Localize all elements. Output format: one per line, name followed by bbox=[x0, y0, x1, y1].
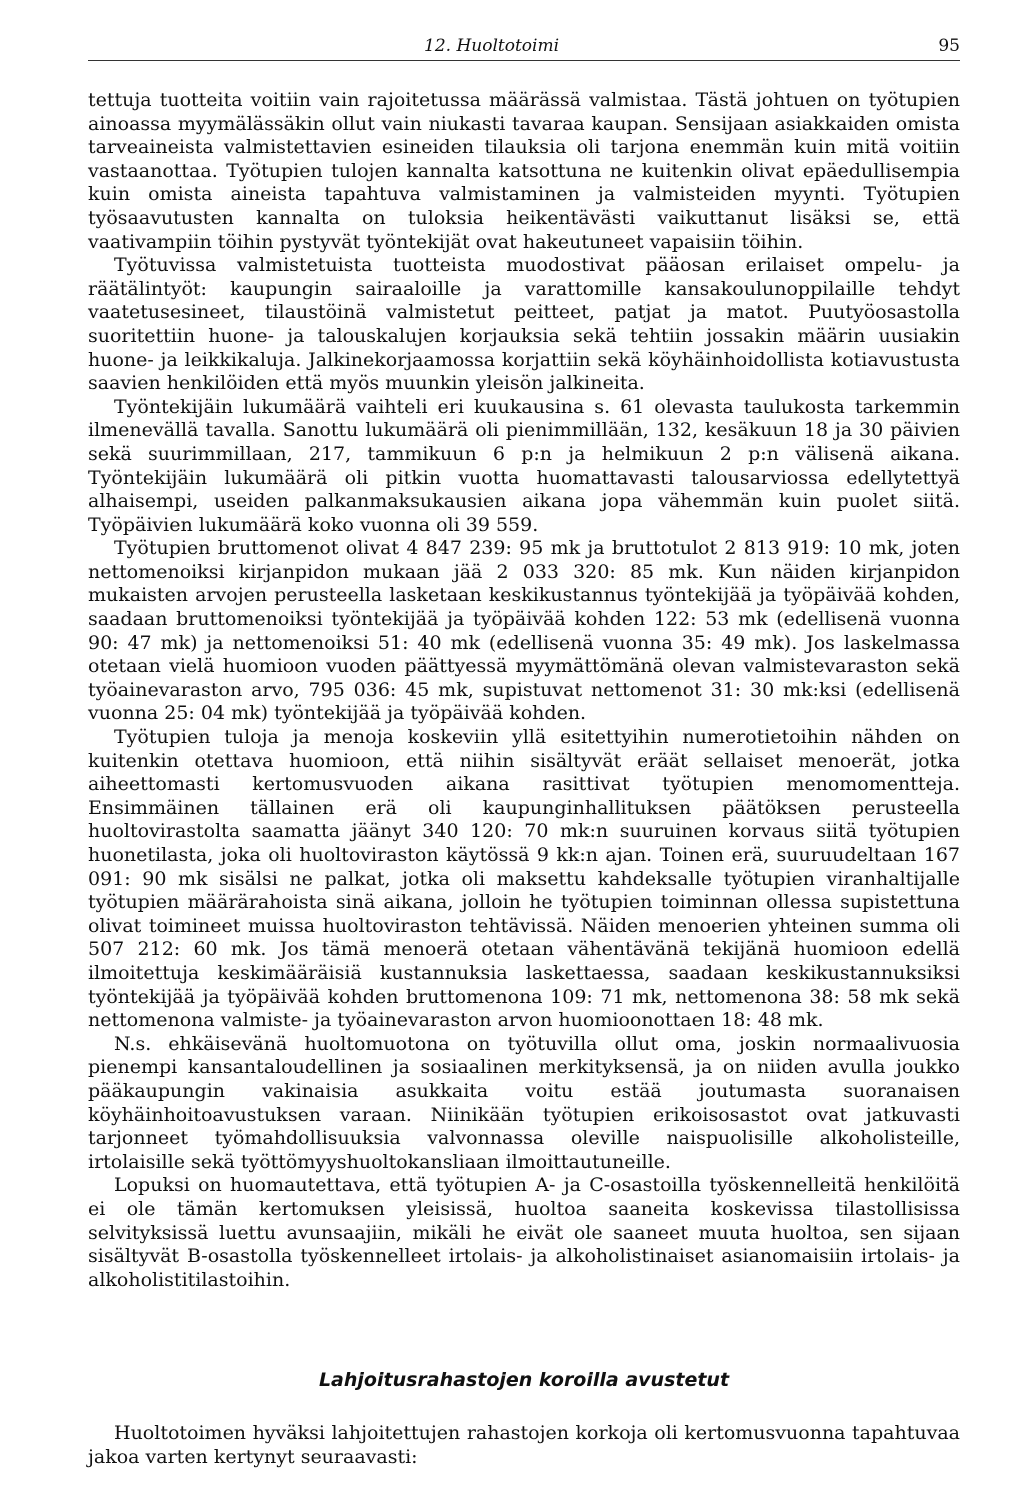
document-page bbox=[88, 30, 960, 1469]
paragraph: Työtupien tuloja ja menoja koskeviin yllä esitettyihin numerotietoihin nähden on kuitenkin otettava huomioon, että niihin sisältyvät eräät sellaiset menoerät, jotka aiheettomasti kertomusvuoden aikana rasittivat työtupien menomomentteja. Ensimmäinen tällainen erä oli kaupunginhallituksen päätöksen perusteella huoltovirastolta saamatta jäänyt 340 120: 70 mk:n suuruinen korvaus siitä työtupien huonetilasta, joka oli huoltoviraston käytössä 9 kk:n ajan. Toinen erä, suuruudeltaan 167 091: 90 mk sisälsi ne palkat, jotka oli maksettu kahdeksalle työtupien viranhaltijalle työtupien määrärahoista sinä aikana, jolloin he työtupien toiminnan ollessa supistettuna olivat toimineet muissa huoltoviraston tehtävissä. Näiden menoerien yhteinen summa oli 507 212: 60 mk. Jos tämä menoerä otetaan vähentävänä tekijänä huomioon edellä ilmoitettuja keskimääräisiä kustannuksia laskettaessa, saadaan keskikustannuksiksi työntekijää ja työpäivää kohden bruttomenona 109: 71 mk, nettomenona 38: 58 mk sekä nettomenona valmiste- ja työainevaraston arvon huomioonottaen 18: 48 mk. bbox=[88, 726, 960, 1032]
chapter-title: 12. Huoltotoimi bbox=[424, 36, 560, 56]
paragraph: Työntekijäin lukumäärä vaihteli eri kuukausina s. 61 olevasta taulukosta tarkemmin ilmenevällä tavalla. Sanottu lukumäärä oli pienimmillään, 132, kesäkuun 18 ja 30 päivien sekä suurimmillaan, 217, tammikuun 6 p:n ja helmikuun 2 p:n välisenä aikana. Työntekijäin lukumäärä oli pitkin vuotta huomattavasti talousarviossa edellytettyä alhaisempi, useiden palkanmaksukausien aikana jopa vähemmän kuin puolet siitä. Työpäivien lukumäärä koko vuonna oli 39 559. bbox=[88, 395, 960, 536]
paragraph: Lopuksi on huomautettava, että työtupien A- ja C-osastoilla työskennelleitä henkilöitä ei ole tämän kertomuksen yleisissä, huoltoa saaneita koskevissa tilastollisissa selvityksissä luettu avunsaajiin, mikäli he eivät ole saaneet muuta huoltoa, sen sijaan sisältyvät B-osastolla työskennelleet irtolais- ja alkoholistinaiset asianomaisiin irtolais- ja alkoholistitilastoihin. bbox=[88, 1174, 960, 1291]
paragraph: Työtuvissa valmistetuista tuotteista muodostivat pääosan erilaiset ompelu- ja räätälintyöt: kaupungin sairaaloille ja varattomille kansakoulunoppilaille tehdyt vaatetusesineet, tilaustöinä valmistetut peitteet, patjat ja matot. Puutyöosastolla suoritettiin huone- ja talouskalujen korjauksia sekä tehtiin jossakin määrin uusiakin huone- ja leikkikaluja. Jalkinekorjaamossa korjattiin sekä köyhäinhoidollista kotiavustusta saavien henkilöiden että myös muunkin yleisön jalkineita. bbox=[88, 254, 960, 395]
paragraph: Huoltotoimen hyväksi lahjoitettujen rahastojen korkoja oli kertomusvuonna tapahtuvaa jakoa varten kertynyt seuraavasti: bbox=[88, 1422, 960, 1468]
running-header bbox=[88, 30, 960, 61]
section-heading: Lahjoitusrahastojen koroilla avustetut bbox=[318, 1369, 730, 1392]
body-text bbox=[88, 89, 960, 1292]
paragraph: Työtupien bruttomenot olivat 4 847 239: 95 mk ja bruttotulot 2 813 919: 10 mk, joten nettomenoiksi kirjanpidon mukaan jää 2 033 320: 85 mk. Kun näiden kirjanpidon mukaisten arvojen perusteella lasketaan keskikustannus työntekijää ja työpäivää kohden, saadaan bruttomenoiksi työntekijää ja työpäivää kohden 122: 53 mk (edellisenä vuonna 90: 47 mk) ja nettomenoiksi 51: 40 mk (edellisenä vuonna 35: 49 mk). Jos laskelmassa otetaan vielä huomioon vuoden päättyessä myymättömänä olevan valmistevaraston sekä työainevaraston arvo, 795 036: 45 mk, supistuvat nettomenot 31: 30 mk:ksi (edellisenä vuonna 25: 04 mk) työntekijää ja työpäivää kohden. bbox=[88, 537, 960, 725]
paragraph: N.s. ehkäisevänä huoltomuotona on työtuvilla ollut oma, joskin normaalivuosia pienempi kansantaloudellinen ja sosiaalinen merkityksensä, ja on niiden avulla joukko pääkaupungin vakinaisia asukkaita voitu estää joutumasta suoranaisen köyhäinhoitoavustuksen varaan. Niinikään työtupien erikoisosastot ovat jatkuvasti tarjonneet työmahdollisuuksia valvonnassa oleville naispuolisille alkoholisteille, irtolaisille sekä työttömyyshuoltokansliaan ilmoittautuneille. bbox=[88, 1032, 960, 1173]
section-intro bbox=[88, 1422, 960, 1469]
page-number: 95 bbox=[938, 36, 960, 56]
paragraph: tettuja tuotteita voitiin vain rajoitetussa määrässä valmistaa. Tästä johtuen on työtupien ainoassa myymälässäkin ollut vain niukasti tavaraa kaupan. Sensijaan asiakkaiden omista tarveaineista valmistettavien esineiden tilauksia oli tarjona enemmän kuin mitä voitiin vastaanottaa. Työtupien tulojen kannalta katsottuna ne kuitenkin olivat epäedullisempia kuin omista aineista tapahtuva valmistaminen ja valmisteiden myynti. Työtupien työsaavutusten kannalta on tuloksia heikentävästi vaikuttanut lisäksi se, että vaativampiin töihin pystyvät työntekijät ovat hakeutuneet vapaisiin töihin. bbox=[88, 89, 960, 253]
